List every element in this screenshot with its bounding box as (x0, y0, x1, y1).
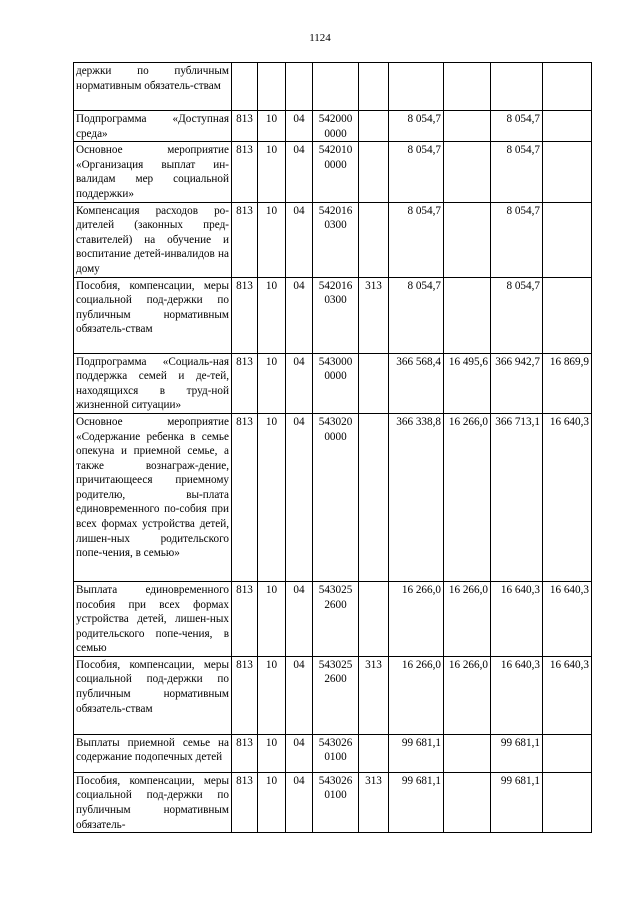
row-subsection: 04 (286, 353, 313, 413)
row-amount-subvention-1 (444, 772, 491, 832)
row-amount-subvention-2: 16 640,3 (543, 656, 592, 734)
table-row (74, 277, 592, 353)
row-target-article (313, 413, 359, 581)
row-amount-total-1: 99 681,1 (389, 734, 444, 772)
row-subsection: 04 (286, 581, 313, 656)
row-subsection: 04 (286, 142, 313, 202)
row-name: Пособия, компенсации, меры социальной под-держки по публичным нормативным обязатель-ствам (74, 656, 232, 734)
row-expense-type: 313 (359, 277, 389, 353)
row-amount-subvention-2 (543, 772, 592, 832)
row-name: Выплаты приемной семье на содержание подопечных детей (74, 734, 232, 772)
row-grbs: 813 (232, 202, 258, 277)
row-name: Основное мероприятие «Содержание ребенка в семье опекуна и приемной семье, а также вознаграж-дение, причитающееся приемному родителю, вы-плата единовременного по-собия при всех формах устройства детей, лишен-ных родительского попе-чения, в семью» (74, 413, 232, 581)
row-amount-total-1: 366 568,4 (389, 353, 444, 413)
row-expense-type (359, 734, 389, 772)
target-article-line-1: 542016 (318, 279, 353, 292)
row-expense-type (359, 202, 389, 277)
row-name: Пособия, компенсации, меры социальной под-держки по публичным нормативным обязатель-ствам (74, 277, 232, 353)
row-grbs: 813 (232, 734, 258, 772)
target-article-line-2: 0000 (324, 430, 347, 443)
row-target-article (313, 202, 359, 277)
row-name: держки по публичным нормативным обязатель-ствам (74, 63, 232, 111)
target-article-line-2: 0000 (324, 127, 347, 140)
row-amount-subvention-2: 16 640,3 (543, 581, 592, 656)
row-section: 10 (258, 277, 286, 353)
row-target-article (313, 111, 359, 142)
row-target-article (313, 277, 359, 353)
table-row (74, 142, 592, 202)
row-amount-subvention-1 (444, 111, 491, 142)
row-grbs: 813 (232, 413, 258, 581)
table-row (74, 202, 592, 277)
row-subsection: 04 (286, 413, 313, 581)
row-name: Пособия, компенсации, меры социальной под-держки по публичным нормативным обязатель- (74, 772, 232, 832)
row-amount-subvention-2 (543, 63, 592, 111)
row-target-article (313, 772, 359, 832)
row-grbs: 813 (232, 111, 258, 142)
row-target-article (313, 581, 359, 656)
row-expense-type (359, 142, 389, 202)
row-section: 10 (258, 111, 286, 142)
target-article-line-2: 0000 (324, 158, 347, 171)
row-amount-total-2: 16 640,3 (491, 656, 543, 734)
target-article-line-1: 543026 (318, 736, 353, 749)
page-number: 1124 (309, 32, 331, 44)
budget-table (73, 62, 592, 833)
row-amount-total-2: 366 942,7 (491, 353, 543, 413)
table-row (74, 656, 592, 734)
row-amount-total-2: 99 681,1 (491, 734, 543, 772)
row-amount-subvention-1: 16 495,6 (444, 353, 491, 413)
target-article-line-2: 2600 (324, 673, 347, 686)
target-article-line-1: 543000 (318, 355, 353, 368)
row-amount-subvention-2 (543, 111, 592, 142)
row-section: 10 (258, 413, 286, 581)
table-row (74, 413, 592, 581)
row-section: 10 (258, 772, 286, 832)
row-amount-subvention-1 (444, 202, 491, 277)
row-amount-subvention-2 (543, 277, 592, 353)
row-grbs: 813 (232, 581, 258, 656)
target-article-line-1: 542000 (318, 113, 353, 125)
row-expense-type (359, 581, 389, 656)
row-section: 10 (258, 353, 286, 413)
row-target-article (313, 63, 359, 111)
target-article-line-1: 543025 (318, 658, 353, 671)
row-amount-subvention-2: 16 640,3 (543, 413, 592, 581)
row-amount-total-1: 366 338,8 (389, 413, 444, 581)
row-amount-subvention-1: 16 266,0 (444, 581, 491, 656)
row-subsection: 04 (286, 772, 313, 832)
row-amount-total-2: 8 054,7 (491, 202, 543, 277)
row-amount-subvention-2 (543, 202, 592, 277)
row-amount-total-2: 99 681,1 (491, 772, 543, 832)
target-article-line-1: 543026 (318, 774, 353, 787)
table-row (74, 111, 592, 142)
row-grbs: 813 (232, 656, 258, 734)
table-row (74, 353, 592, 413)
row-section: 10 (258, 656, 286, 734)
row-name: Выплата единовременного пособия при всех формах устройства детей, лишен-ных родительского попе-чения, в семью (74, 581, 232, 656)
row-amount-total-1 (389, 63, 444, 111)
row-amount-total-1: 16 266,0 (389, 581, 444, 656)
row-target-article (313, 656, 359, 734)
table-row (74, 63, 592, 111)
row-amount-total-1: 8 054,7 (389, 111, 444, 142)
target-article-line-1: 542010 (318, 144, 353, 157)
target-article-line-1: 543020 (318, 415, 353, 428)
row-expense-type (359, 63, 389, 111)
row-amount-subvention-2 (543, 734, 592, 772)
row-grbs: 813 (232, 772, 258, 832)
row-expense-type (359, 413, 389, 581)
row-grbs: 813 (232, 277, 258, 353)
row-amount-total-2: 16 640,3 (491, 581, 543, 656)
row-subsection: 04 (286, 656, 313, 734)
row-section: 10 (258, 202, 286, 277)
row-amount-total-2: 8 054,7 (491, 277, 543, 353)
target-article-line-2: 2600 (324, 598, 347, 611)
row-expense-type (359, 111, 389, 142)
table-row (74, 734, 592, 772)
row-expense-type: 313 (359, 656, 389, 734)
target-article-line-2: 0300 (324, 219, 347, 232)
table-row (74, 581, 592, 656)
row-amount-subvention-1 (444, 142, 491, 202)
target-article-line-1: 543025 (318, 583, 353, 596)
row-grbs: 813 (232, 353, 258, 413)
row-amount-total-2: 8 054,7 (491, 142, 543, 202)
row-expense-type (359, 353, 389, 413)
row-amount-subvention-1 (444, 277, 491, 353)
row-expense-type: 313 (359, 772, 389, 832)
row-amount-subvention-2 (543, 142, 592, 202)
row-section (258, 63, 286, 111)
row-target-article (313, 353, 359, 413)
row-section: 10 (258, 734, 286, 772)
target-article-line-2: 0000 (324, 370, 347, 383)
row-amount-subvention-1: 16 266,0 (444, 656, 491, 734)
row-amount-subvention-1: 16 266,0 (444, 413, 491, 581)
row-subsection: 04 (286, 111, 313, 142)
row-target-article (313, 142, 359, 202)
row-subsection: 04 (286, 734, 313, 772)
row-subsection: 04 (286, 277, 313, 353)
row-subsection: 04 (286, 202, 313, 277)
row-amount-total-2: 8 054,7 (491, 111, 543, 142)
target-article-line-2: 0100 (324, 789, 347, 802)
row-grbs (232, 63, 258, 111)
row-section: 10 (258, 142, 286, 202)
table-row (74, 772, 592, 832)
row-amount-total-2: 366 713,1 (491, 413, 543, 581)
row-name: Подпрограмма «Социаль-ная поддержка семей и де-тей, находящихся в труд-ной жизненной ситуации» (74, 353, 232, 413)
row-name: Компенсация расходов ро-дителей (законных пред-ставителей) на обучение и воспитание детей-инвалидов на дому (74, 202, 232, 277)
row-amount-total-2 (491, 63, 543, 111)
row-amount-total-1: 8 054,7 (389, 277, 444, 353)
row-amount-total-1: 16 266,0 (389, 656, 444, 734)
row-target-article (313, 734, 359, 772)
row-amount-total-1: 8 054,7 (389, 142, 444, 202)
target-article-line-1: 542016 (318, 204, 353, 217)
row-amount-subvention-1 (444, 734, 491, 772)
row-amount-total-1: 99 681,1 (389, 772, 444, 832)
row-grbs: 813 (232, 142, 258, 202)
table-body (74, 63, 592, 833)
row-name: Основное мероприятие «Организация выплат ин-валидам мер социальной поддержки» (74, 142, 232, 202)
row-amount-subvention-2: 16 869,9 (543, 353, 592, 413)
row-amount-total-1: 8 054,7 (389, 202, 444, 277)
target-article-line-2: 0300 (324, 294, 347, 307)
target-article-line-2: 0100 (324, 751, 347, 764)
row-amount-subvention-1 (444, 63, 491, 111)
row-subsection (286, 63, 313, 111)
row-section: 10 (258, 581, 286, 656)
row-name: Подпрограмма «Доступная среда» (74, 111, 232, 142)
